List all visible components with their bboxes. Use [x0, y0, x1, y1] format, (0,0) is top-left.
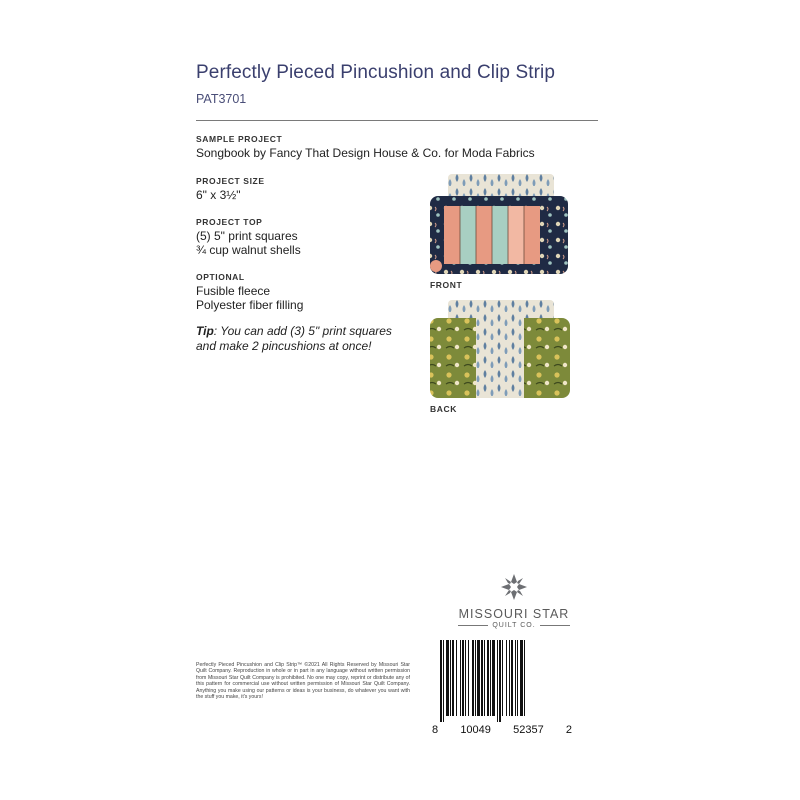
barcode-digit-group: 2: [565, 724, 572, 736]
barcode-bar: [517, 640, 518, 716]
barcode-bar: [456, 640, 457, 716]
optional-label: OPTIONAL: [196, 272, 245, 282]
header-divider: [196, 120, 598, 121]
optional-line-2: Polyester fiber filling: [196, 298, 304, 312]
tip-text: [196, 324, 396, 354]
barcode-bar: [468, 640, 469, 716]
brand-sub: QUILT CO.: [492, 622, 536, 629]
project-top-line-1: (5) 5" print squares: [196, 229, 298, 243]
front-pincushion-photo: [426, 172, 572, 278]
optional-line-1: Fusible fleece: [196, 284, 271, 298]
star-logo-icon: [499, 572, 529, 602]
optional-section: [196, 272, 303, 312]
barcode-bar: [484, 640, 485, 716]
barcode-bar: [443, 640, 444, 722]
barcode-bar: [460, 640, 461, 716]
brand-subline: [444, 622, 584, 629]
barcode-bar: [509, 640, 510, 716]
project-size-label: PROJECT SIZE: [196, 176, 265, 186]
tip-lead: Tip: [196, 324, 214, 338]
barcode-bar: [520, 640, 523, 716]
barcode-digit-group: 52357: [513, 724, 544, 736]
sample-project-section: [196, 134, 535, 160]
project-top-label: PROJECT TOP: [196, 217, 263, 227]
barcode-bar: [465, 640, 466, 716]
project-top-section: [196, 217, 301, 257]
back-pincushion-photo: [426, 298, 574, 402]
project-size-section: [196, 176, 265, 202]
brand-logo: [444, 572, 584, 629]
barcode-bar: [475, 640, 476, 716]
barcode-bar: [481, 640, 483, 716]
sample-project-label: SAMPLE PROJECT: [196, 134, 283, 144]
front-caption: FRONT: [430, 280, 463, 290]
tip-body: : You can add (3) 5" print squares and make 2 pincushions at once!: [196, 324, 392, 353]
back-caption: BACK: [430, 404, 457, 414]
barcode-bar: [487, 640, 489, 716]
barcode-bar: [450, 640, 451, 716]
barcode-digits: [432, 724, 572, 736]
barcode-bar: [499, 640, 501, 722]
barcode-bar: [452, 640, 454, 716]
barcode-bar: [497, 640, 498, 722]
barcode-digit-group: 8: [432, 724, 439, 736]
barcode-bar: [492, 640, 495, 716]
barcode-digit-group: 10049: [460, 724, 491, 736]
barcode-bar: [440, 640, 442, 722]
project-top-line-2: ¾ cup walnut shells: [196, 243, 301, 257]
barcode-bar: [462, 640, 464, 716]
barcode-bar: [472, 640, 474, 716]
barcode-bar: [515, 640, 516, 716]
barcode-bar: [511, 640, 513, 716]
barcode-bar: [490, 640, 491, 716]
legal-notice: Perfectly Pieced Pincushion and Clip Strip™ ©2021 All Rights Reserved by Missouri Star Quilt Company. Reproduction in whole or in part in any language without written permission from Missouri Star Quilt Company is prohibited. No one may copy, reprint or distribute any of this pattern for commercial use without written permission of Missouri Star Quilt Company. Anything you make using our patterns or ideas is your business, do whatever you want with the stuff you make, it's yours!: [196, 662, 410, 701]
barcode-bar: [506, 640, 507, 716]
barcode-bar: [502, 640, 503, 716]
brand-divider-right: [540, 625, 570, 626]
barcode-bar: [524, 640, 525, 716]
project-size-value: 6" x 3½": [196, 188, 241, 202]
brand-name: MISSOURI STAR: [458, 607, 570, 621]
brand-divider-left: [458, 625, 488, 626]
barcode: [438, 640, 562, 722]
pattern-code: PAT3701: [196, 92, 247, 106]
barcode-bar: [477, 640, 480, 716]
pattern-title: Perfectly Pieced Pincushion and Clip Strip: [196, 62, 556, 83]
sample-project-value: Songbook by Fancy That Design House & Co. for Moda Fabrics: [196, 146, 535, 160]
barcode-bar: [446, 640, 449, 716]
